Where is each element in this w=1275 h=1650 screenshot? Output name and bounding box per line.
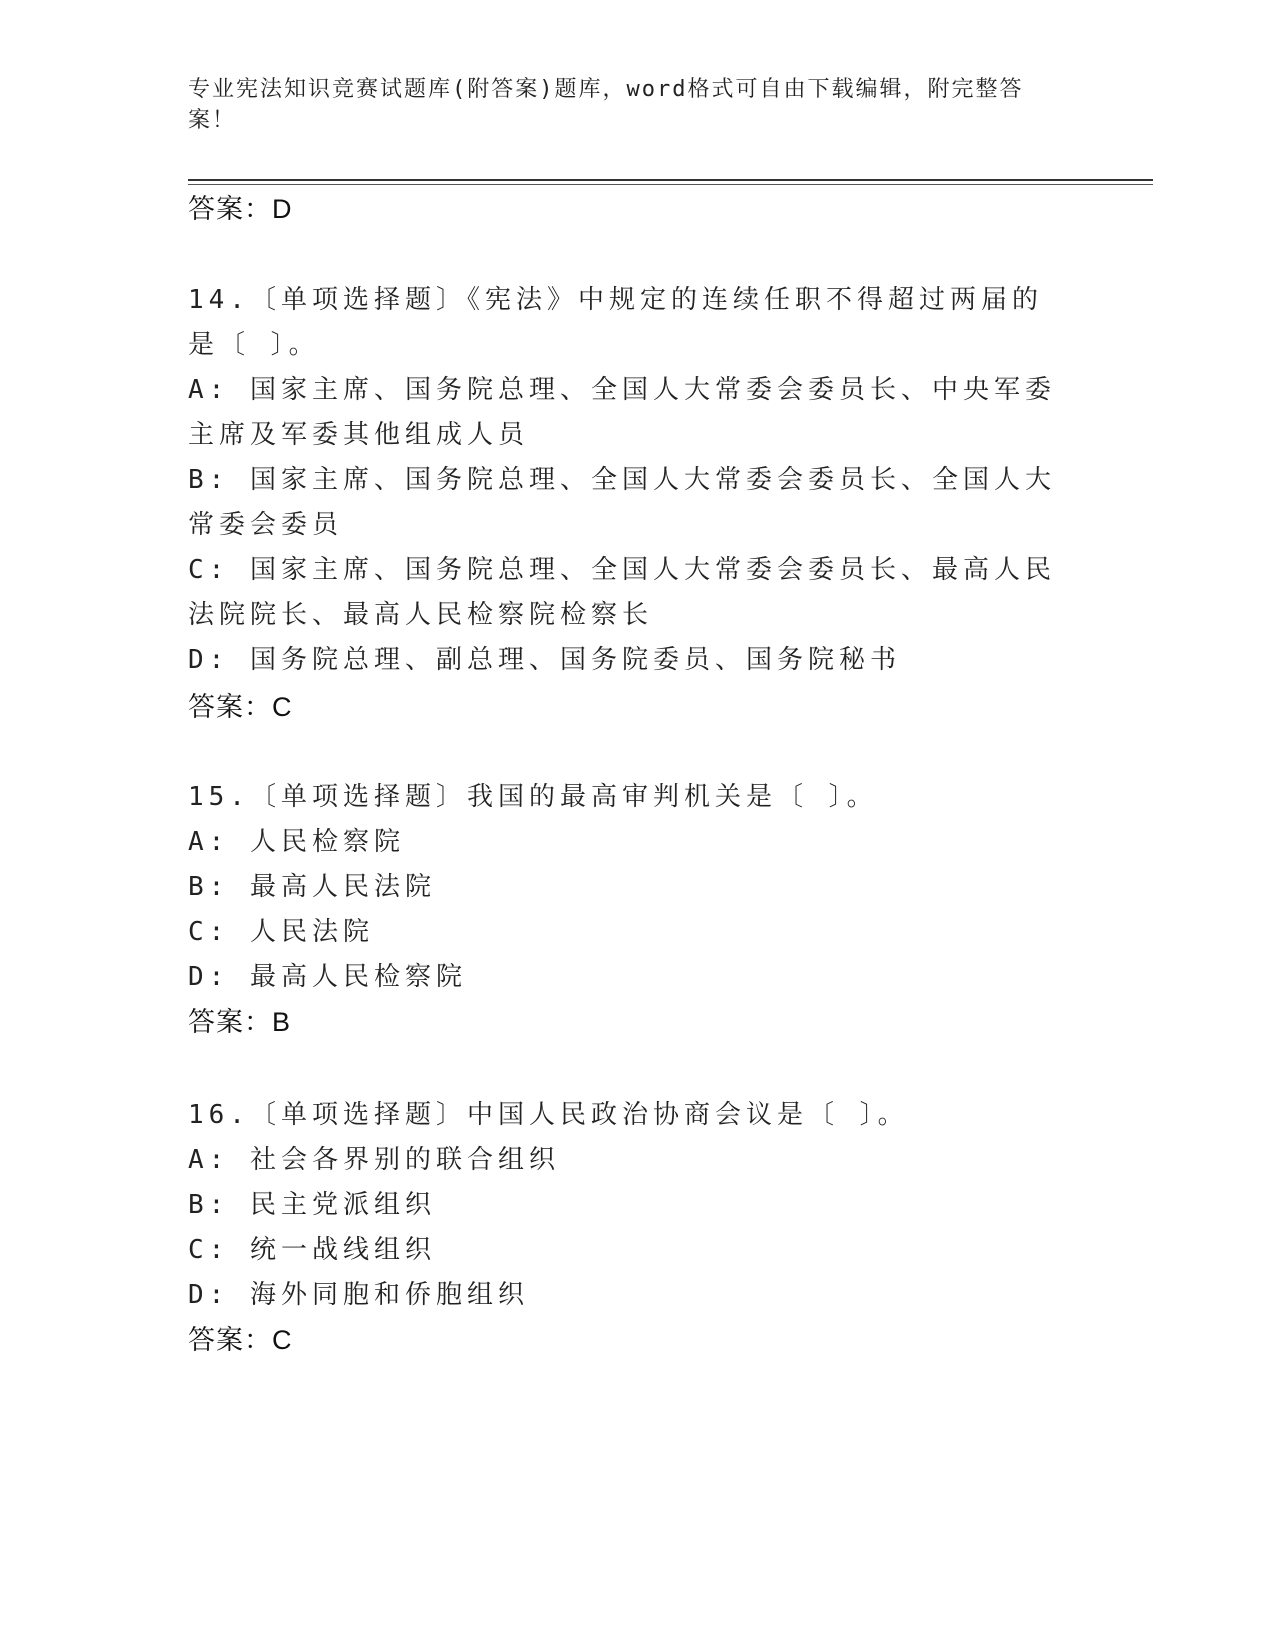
answer-15: 答案：B bbox=[188, 1007, 292, 1037]
question-14 bbox=[188, 278, 1073, 683]
question-15-option-d: D: 最高人民检察院 bbox=[188, 962, 467, 992]
answer-14: 答案：C bbox=[188, 692, 293, 722]
question-16 bbox=[188, 1093, 1073, 1318]
question-16-option-d: D: 海外同胞和侨胞组织 bbox=[188, 1280, 529, 1310]
page-header: 专业宪法知识竞赛试题库(附答案)题库，word格式可自由下载编辑，附完整答案！ bbox=[188, 77, 1024, 133]
question-14-option-d: D: 国务院总理、副总理、国务院委员、国务院秘书 bbox=[188, 645, 901, 675]
question-15 bbox=[188, 775, 1073, 1000]
question-16-option-b: B: 民主党派组织 bbox=[188, 1190, 436, 1220]
answer-16: 答案：C bbox=[188, 1325, 293, 1355]
header-divider bbox=[188, 179, 1153, 181]
question-14-option-c: C: 国家主席、国务院总理、全国人大常委会委员长、最高人民法院院长、最高人民检察院检察长 bbox=[188, 555, 1056, 630]
question-14-stem: 14.〔单项选择题〕《宪法》中规定的连续任职不得超过两届的是〔 〕。 bbox=[188, 285, 1043, 360]
question-16-option-c: C: 统一战线组织 bbox=[188, 1235, 436, 1265]
question-15-option-b: B: 最高人民法院 bbox=[188, 872, 436, 902]
question-14-option-b: B: 国家主席、国务院总理、全国人大常委会委员长、全国人大常委会委员 bbox=[188, 465, 1056, 540]
question-16-option-a: A: 社会各界别的联合组织 bbox=[188, 1145, 560, 1175]
question-14-option-a: A: 国家主席、国务院总理、全国人大常委会委员长、中央军委主席及军委其他组成人员 bbox=[188, 375, 1056, 450]
answer-13: 答案：D bbox=[188, 194, 293, 224]
header-divider-thin bbox=[188, 184, 1153, 185]
question-16-stem: 16.〔单项选择题〕中国人民政治协商会议是〔 〕。 bbox=[188, 1100, 909, 1130]
question-15-option-a: A: 人民检察院 bbox=[188, 827, 405, 857]
question-15-option-c: C: 人民法院 bbox=[188, 917, 374, 947]
question-15-stem: 15.〔单项选择题〕我国的最高审判机关是〔 〕。 bbox=[188, 782, 878, 812]
